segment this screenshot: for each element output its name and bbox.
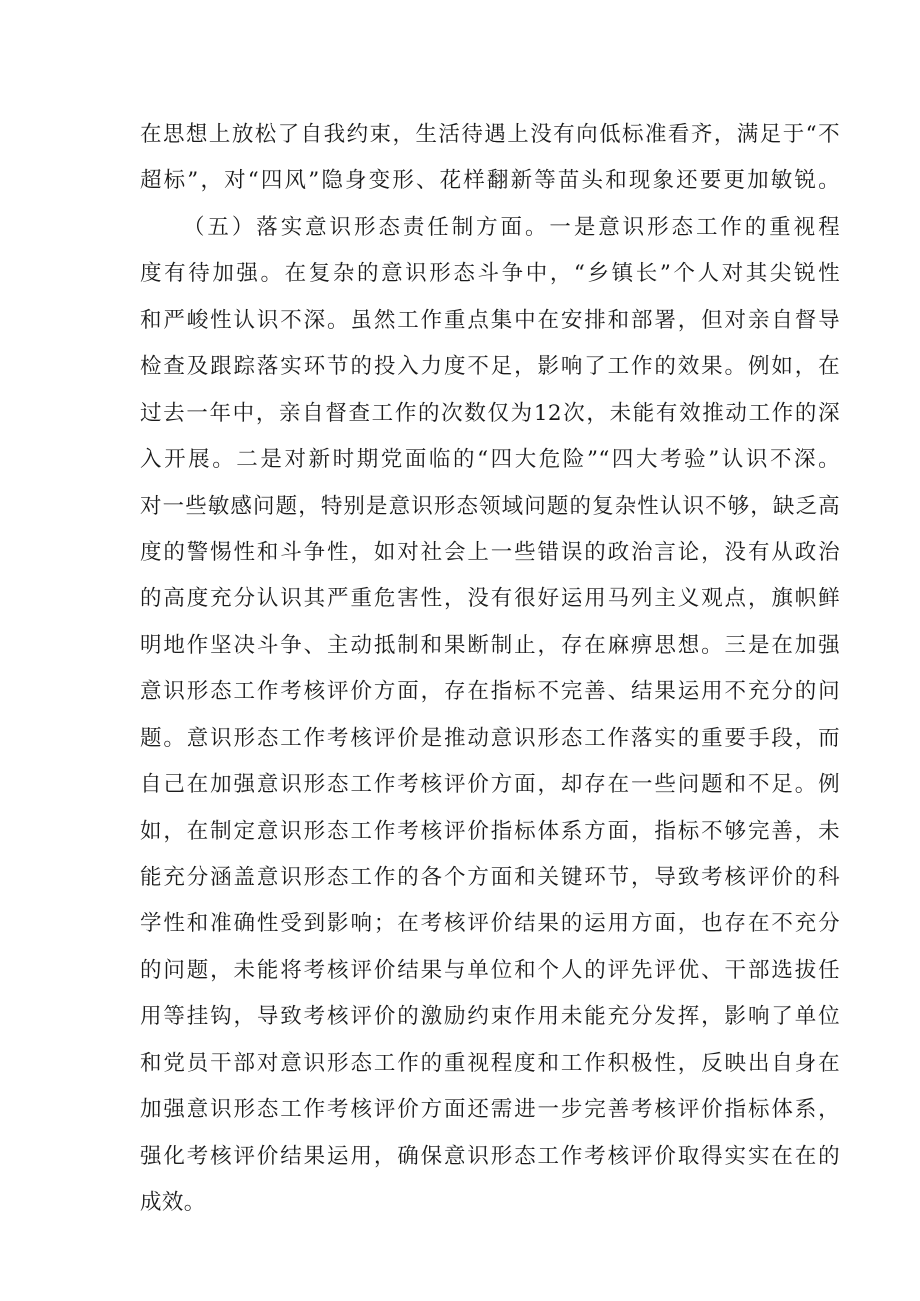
text-line: 意识形态工作考核评价方面，存在指标不完善、结果运用不充分的问 (140, 679, 840, 705)
text-line: 度的警惕性和斗争性，如对社会上一些错误的政治言论，没有从政治 (140, 539, 840, 565)
text-line: 如，在制定意识形态工作考核评价指标体系方面，指标不够完善，未 (140, 818, 840, 844)
text-line: 学性和准确性受到影响；在考核评价结果的运用方面，也存在不充分 (140, 911, 840, 937)
text-line: 对一些敏感问题，特别是意识形态领域问题的复杂性认识不够，缺乏高 (140, 493, 840, 519)
text-line: 的问题，未能将考核评价结果与单位和个人的评先评优、干部选拔任 (140, 957, 840, 983)
text-line: 和党员干部对意识形态工作的重视程度和工作积极性，反映出自身在 (140, 1050, 840, 1076)
text-line: 用等挂钩，导致考核评价的激励约束作用未能充分发挥，影响了单位 (140, 1004, 840, 1030)
text-line: 成效。 (140, 1190, 206, 1216)
text-line: 检查及跟踪落实环节的投入力度不足，影响了工作的效果。例如，在 (140, 354, 840, 380)
text-line: 能充分涵盖意识形态工作的各个方面和关键环节，导致考核评价的科 (140, 865, 840, 890)
text-line: 度有待加强。在复杂的意识形态斗争中，“乡镇长”个人对其尖锐性 (140, 261, 840, 287)
body-text (140, 112, 840, 1227)
text-line: 过去一年中，亲自督查工作的次数仅为12次，未能有效推动工作的深 (140, 400, 840, 426)
paragraph-heading-line: （五）落实意识形态责任制方面。一是意识形态工作的重视程 (183, 214, 840, 240)
text-line: 入开展。二是对新时期党面临的“四大危险”“四大考验”认识不深。 (140, 447, 840, 473)
text-line: 加强意识形态工作考核评价方面还需进一步完善考核评价指标体系， (140, 1097, 840, 1123)
text-line: 题。意识形态工作考核评价是推动意识形态工作落实的重要手段，而 (140, 725, 840, 751)
text-line: 强化考核评价结果运用，确保意识形态工作考核评价取得实实在在的 (140, 1143, 840, 1169)
text-line: 自己在加强意识形态工作考核评价方面，却存在一些问题和不足。例 (140, 772, 840, 798)
text-line: 的高度充分认识其严重危害性，没有很好运用马列主义观点，旗帜鲜 (140, 586, 840, 612)
text-line: 超标”，对“四风”隐身变形、花样翻新等苗头和现象还要更加敏锐。 (140, 168, 840, 194)
text-line: 和严峻性认识不深。虽然工作重点集中在安排和部署，但对亲自督导 (140, 307, 840, 333)
text-line: 明地作坚决斗争、主动抵制和果断制止，存在麻痹思想。三是在加强 (140, 632, 840, 658)
text-line: 在思想上放松了自我约束，生活待遇上没有向低标准看齐，满足于“不 (140, 122, 840, 147)
